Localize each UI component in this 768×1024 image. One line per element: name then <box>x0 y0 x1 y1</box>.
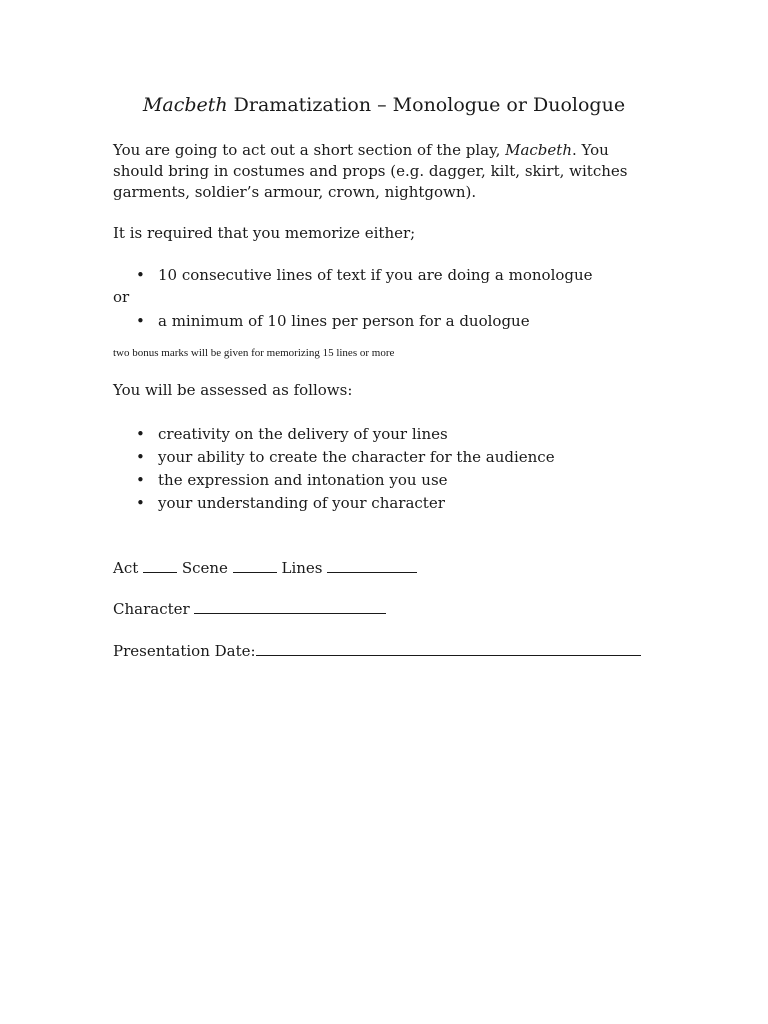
requirement-option-a: 10 consecutive lines of text if you are doing a monologue <box>158 266 593 284</box>
title-text: Dramatization – Monologue or Duologue <box>227 94 626 116</box>
intro-line-3: garments, soldier’s armour, crown, nightgown). <box>113 183 477 201</box>
character-field[interactable] <box>194 599 386 614</box>
intro-line-1 <box>113 140 627 161</box>
list-item <box>113 469 555 492</box>
list-item <box>113 310 530 333</box>
assessment-item: creativity on the delivery of your lines <box>158 425 448 443</box>
list-item <box>113 492 555 515</box>
intro-play-name: Macbeth <box>505 141 572 159</box>
presentation-date-field[interactable] <box>256 641 641 656</box>
bullet-icon: • <box>136 448 145 466</box>
list-item <box>113 264 593 287</box>
requirement-lead: It is required that you memorize either; <box>113 224 416 242</box>
act-scene-lines-row <box>113 558 417 579</box>
assessment-item: the expression and intonation you use <box>158 471 448 489</box>
requirement-list-a <box>113 264 593 287</box>
act-label: Act <box>113 559 139 577</box>
lines-field[interactable] <box>327 558 417 573</box>
bullet-icon: • <box>136 471 145 489</box>
bullet-icon: • <box>136 266 145 284</box>
scene-field[interactable] <box>233 558 277 573</box>
intro-line-2: should bring in costumes and props (e.g. dagger, kilt, skirt, witches <box>113 162 628 180</box>
intro-line-1-text: You are going to act out a short section of the play, <box>113 141 506 159</box>
intro-paragraph <box>113 140 627 203</box>
lines-label: Lines <box>281 559 323 577</box>
title-play-name: Macbeth <box>142 94 228 116</box>
presentation-date-label: Presentation Date: <box>113 642 256 660</box>
intro-line-1-end: . You <box>571 141 609 159</box>
character-label: Character <box>113 600 190 618</box>
bonus-note: two bonus marks will be given for memorizing 15 lines or more <box>113 347 395 359</box>
list-item <box>113 423 555 446</box>
bullet-icon: • <box>136 312 145 330</box>
requirement-option-b: a minimum of 10 lines per person for a duologue <box>158 312 530 330</box>
bullet-icon: • <box>136 425 145 443</box>
act-field[interactable] <box>143 558 177 573</box>
list-item <box>113 446 555 469</box>
assessment-list <box>113 423 555 515</box>
assessment-item: your ability to create the character for the audience <box>158 448 555 466</box>
requirement-list-b <box>113 310 530 333</box>
or-label: or <box>113 288 130 306</box>
bullet-icon: • <box>136 494 145 512</box>
page-title <box>0 92 768 118</box>
scene-label: Scene <box>181 559 228 577</box>
assessment-item: your understanding of your character <box>158 494 445 512</box>
character-row <box>113 599 386 620</box>
presentation-date-row <box>113 641 641 662</box>
assessment-lead: You will be assessed as follows: <box>113 381 353 399</box>
